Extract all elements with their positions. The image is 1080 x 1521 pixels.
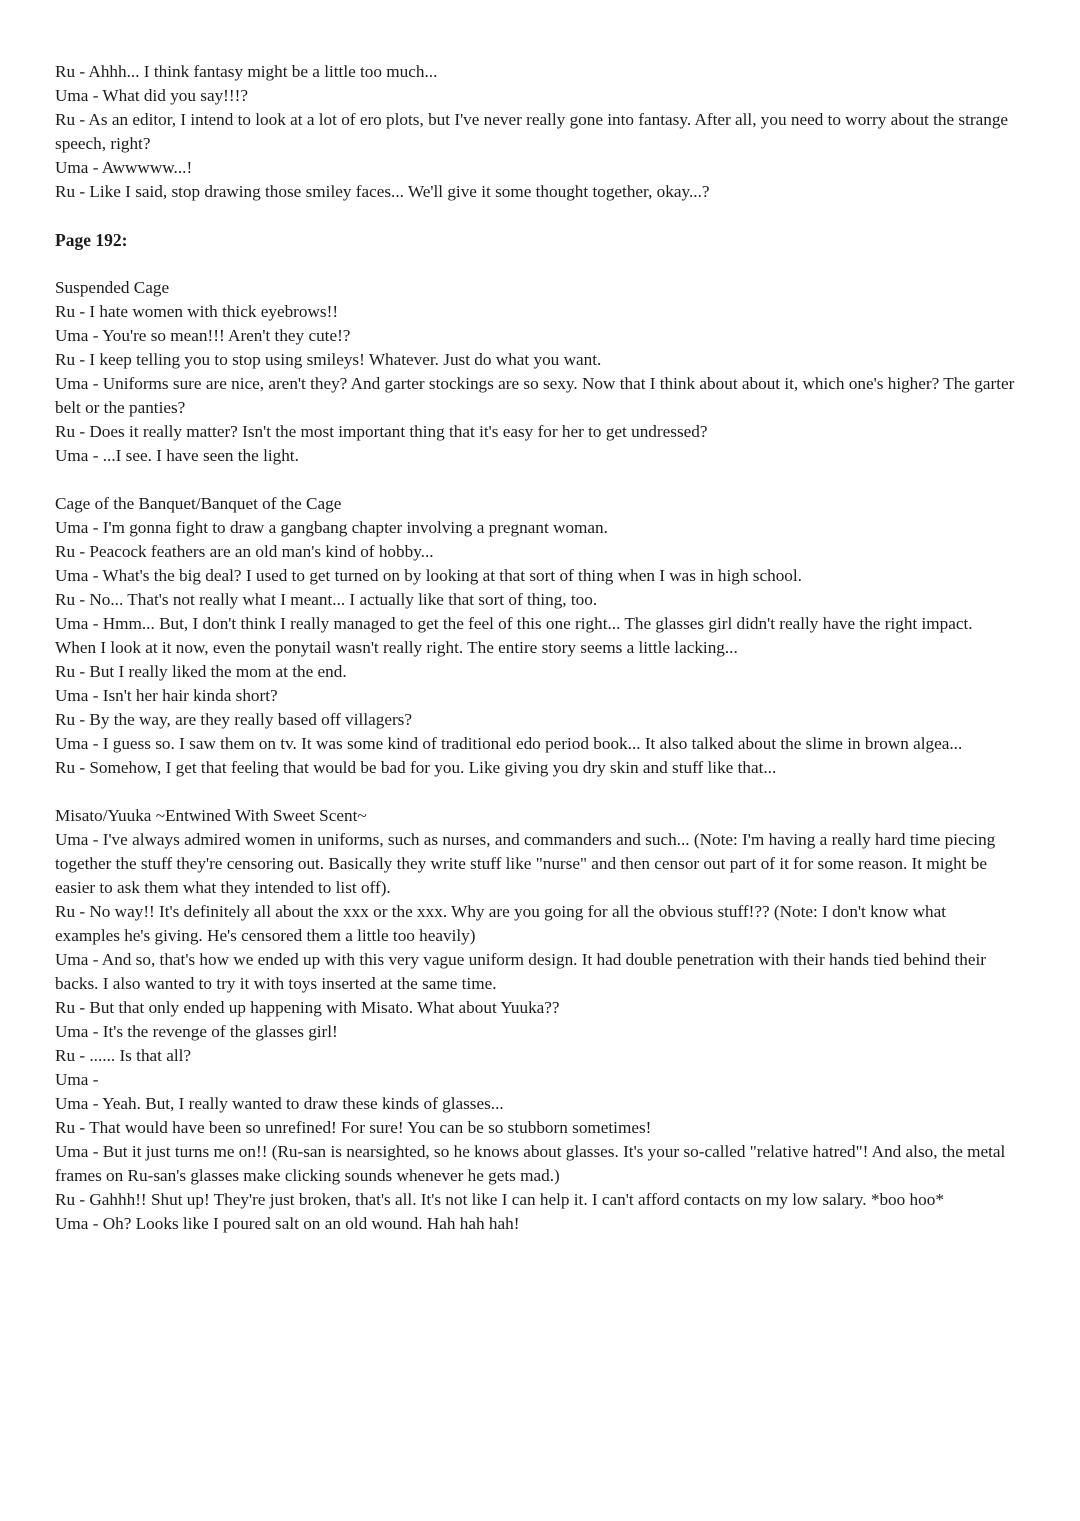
dialogue-line: Ru - Ahhh... I think fantasy might be a little too much... bbox=[55, 62, 438, 81]
section-title: Suspended Cage bbox=[55, 278, 170, 297]
spacer bbox=[55, 780, 1015, 804]
spacer bbox=[55, 252, 1015, 276]
dialogue-line: Uma - I've always admired women in uniforms, such as nurses, and commanders and such... (Note: I'm having a really hard time piecing together the stuff they're censoring out. Basically they write stuff like "nurse" and then censor out part of it for some reason. It might be easier to ask them what they intended to list off). bbox=[55, 830, 996, 897]
dialogue-line: Ru - Peacock feathers are an old man's kind of hobby... bbox=[55, 542, 434, 561]
intro-dialogue bbox=[55, 60, 1015, 204]
section-misato-yuuka bbox=[55, 804, 1015, 1236]
dialogue-line: Uma - ...I see. I have seen the light. bbox=[55, 446, 299, 465]
dialogue-line: Ru - By the way, are they really based off villagers? bbox=[55, 710, 412, 729]
dialogue-line: Uma - And so, that's how we ended up with this very vague uniform design. It had double penetration with their hands tied behind their backs. I also wanted to try it with toys inserted at the same time. bbox=[55, 950, 987, 993]
dialogue-line: Uma - Hmm... But, I don't think I really managed to get the feel of this one right... The glasses girl didn't really have the right impact. When I look at it now, even the ponytail wasn't really right. The entire story seems a little lacking... bbox=[55, 614, 973, 657]
page-heading: Page 192: bbox=[55, 230, 128, 250]
section-suspended-cage bbox=[55, 276, 1015, 468]
dialogue-line: Uma - What's the big deal? I used to get turned on by looking at that sort of thing when I was in high school. bbox=[55, 566, 802, 585]
dialogue-line: Uma - I'm gonna fight to draw a gangbang chapter involving a pregnant woman. bbox=[55, 518, 608, 537]
dialogue-line: Ru - But that only ended up happening with Misato. What about Yuuka?? bbox=[55, 998, 560, 1017]
dialogue-line: Uma - What did you say!!!? bbox=[55, 86, 248, 105]
dialogue-line: Ru - No... That's not really what I meant... I actually like that sort of thing, too. bbox=[55, 590, 598, 609]
dialogue-line: Uma - Uniforms sure are nice, aren't they? And garter stockings are so sexy. Now that I think about about it, which one's higher? The garter belt or the panties? bbox=[55, 374, 1015, 417]
dialogue-line: Ru - I keep telling you to stop using smileys! Whatever. Just do what you want. bbox=[55, 350, 602, 369]
dialogue-line: Uma - Yeah. But, I really wanted to draw these kinds of glasses... bbox=[55, 1094, 504, 1113]
spacer bbox=[55, 204, 1015, 228]
dialogue-line: Uma - Isn't her hair kinda short? bbox=[55, 686, 278, 705]
dialogue-line: Ru - As an editor, I intend to look at a lot of ero plots, but I've never really gone into fantasy. After all, you need to worry about the strange speech, right? bbox=[55, 110, 1009, 153]
dialogue-line: Ru - Somehow, I get that feeling that would be bad for you. Like giving you dry skin and stuff like that... bbox=[55, 758, 777, 777]
dialogue-line: Uma - You're so mean!!! Aren't they cute!? bbox=[55, 326, 351, 345]
dialogue-line: Uma - It's the revenge of the glasses girl! bbox=[55, 1022, 338, 1041]
dialogue-line: Ru - Like I said, stop drawing those smiley faces... We'll give it some thought together, okay...? bbox=[55, 182, 710, 201]
spacer bbox=[55, 468, 1015, 492]
dialogue-line: Uma - But it just turns me on!! (Ru-san is nearsighted, so he knows about glasses. It's your so-called "relative hatred"! And also, the metal frames on Ru-san's glasses make clicking sounds whenever he gets mad.) bbox=[55, 1142, 1006, 1185]
section-banquet-cage bbox=[55, 492, 1015, 780]
dialogue-line: Ru - Gahhh!! Shut up! They're just broken, that's all. It's not like I can help it. I can't afford contacts on my low salary. *boo hoo* bbox=[55, 1190, 944, 1209]
dialogue-line: Uma - Oh? Looks like I poured salt on an old wound. Hah hah hah! bbox=[55, 1214, 520, 1233]
dialogue-line: Uma - bbox=[55, 1070, 99, 1089]
dialogue-line: Ru - No way!! It's definitely all about the xxx or the xxx. Why are you going for all the obvious stuff!?? (Note: I don't know what examples he's giving. He's censored them a little too heavily) bbox=[55, 902, 946, 945]
dialogue-line: Ru - But I really liked the mom at the end. bbox=[55, 662, 347, 681]
dialogue-line: Uma - I guess so. I saw them on tv. It was some kind of traditional edo period book... It also talked about the slime in brown algea... bbox=[55, 734, 963, 753]
dialogue-line: Ru - Does it really matter? Isn't the most important thing that it's easy for her to get undressed? bbox=[55, 422, 708, 441]
section-title: Cage of the Banquet/Banquet of the Cage bbox=[55, 494, 342, 513]
dialogue-line: Ru - ...... Is that all? bbox=[55, 1046, 192, 1065]
document-page bbox=[55, 60, 1015, 1236]
dialogue-line: Ru - That would have been so unrefined! For sure! You can be so stubborn sometimes! bbox=[55, 1118, 652, 1137]
dialogue-line: Ru - I hate women with thick eyebrows!! bbox=[55, 302, 339, 321]
section-title: Misato/Yuuka ~Entwined With Sweet Scent~ bbox=[55, 806, 367, 825]
dialogue-line: Uma - Awwwww...! bbox=[55, 158, 193, 177]
